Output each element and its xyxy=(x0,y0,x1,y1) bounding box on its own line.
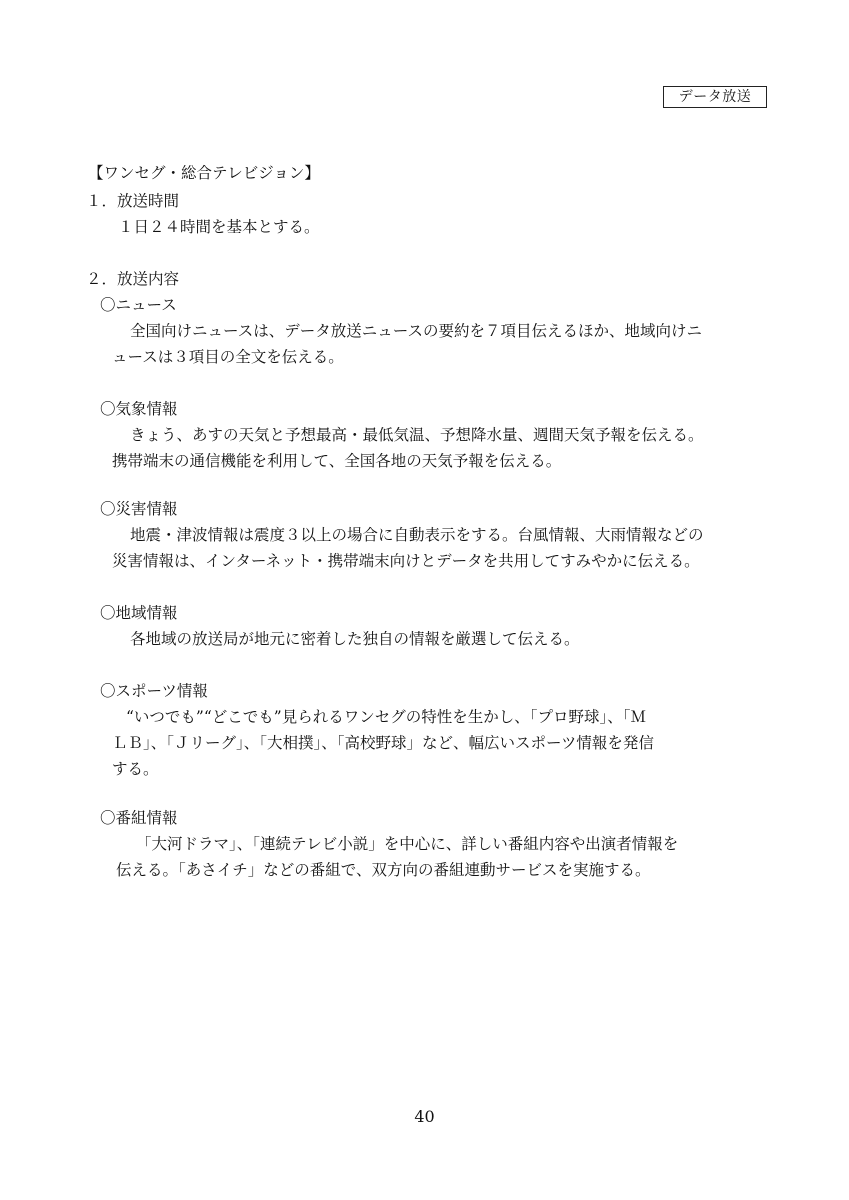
news-text-line: ュースは３項目の全文を伝える。 xyxy=(112,348,344,366)
news-text-line: 全国向けニュースは、データ放送ニュースの要約を７項目伝えるほか、地域向けニ xyxy=(130,322,702,340)
weather-label: 〇気象情報 xyxy=(100,400,178,418)
disaster-label: 〇災害情報 xyxy=(100,500,178,518)
weather-text-line: 携帯端末の通信機能を利用して、全国各地の天気予報を伝える。 xyxy=(112,452,562,470)
sports-label: 〇スポーツ情報 xyxy=(100,682,208,700)
disaster-text-line: 地震・津波情報は震度３以上の場合に自動表示をする。台風情報、大雨情報などの xyxy=(130,526,704,544)
sports-text-line: する。 xyxy=(112,760,159,778)
regional-label: 〇地域情報 xyxy=(100,604,178,622)
weather-text-line: きょう、あすの天気と予想最高・最低気温、予想降水量、週間天気予報を伝える。 xyxy=(130,426,704,444)
disaster-text-line: 災害情報は、インターネット・携帯端末向けとデータを共用してすみやかに伝える。 xyxy=(112,552,700,570)
sports-text-line: ＬＢ」、「Ｊリーグ」、「大相撲」、「高校野球」など、幅広いスポーツ情報を発信 xyxy=(112,734,654,752)
program-label: 〇番組情報 xyxy=(100,809,178,827)
section2-heading: ２．放送内容 xyxy=(86,270,180,288)
section1-heading: １．放送時間 xyxy=(86,192,180,210)
program-text-line: 「大河ドラマ」、「連続テレビ小説」を中心に、詳しい番組内容や出演者情報を xyxy=(136,835,679,853)
regional-text-line: 各地域の放送局が地元に密着した独自の情報を厳選して伝える。 xyxy=(130,630,580,648)
sports-text-line: “いつでも”“どこでも”見られるワンセグの特性を生かし、「プロ野球」、「Ｍ xyxy=(126,708,646,726)
program-text-line: 伝える。「あさイチ」などの番組で、双方向の番組連動サービスを実施する。 xyxy=(116,861,651,879)
data-broadcast-tag: データ放送 xyxy=(663,86,767,108)
page-number: 40 xyxy=(414,1107,435,1126)
document-title: 【ワンセグ・総合テレビジョン】 xyxy=(88,164,320,182)
section1-body: １日２４時間を基本とする。 xyxy=(118,218,320,236)
news-label: 〇ニュース xyxy=(100,296,177,314)
